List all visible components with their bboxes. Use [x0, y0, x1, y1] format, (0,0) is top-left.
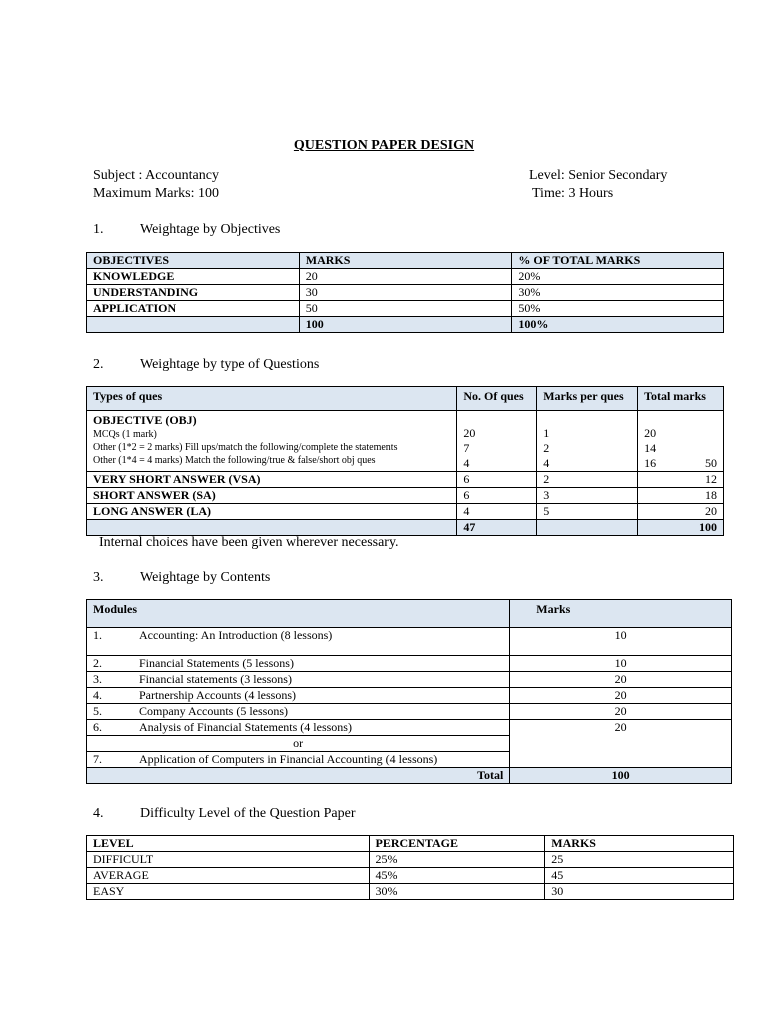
module-cell — [87, 672, 510, 688]
module-name: Partnership Accounts (4 lessons) — [139, 688, 296, 702]
module-number: 5. — [93, 704, 102, 718]
table-header-row — [87, 253, 724, 269]
table-row — [87, 720, 732, 736]
table-header-row — [87, 836, 734, 852]
module-name: Analysis of Financial Statements (4 lessons) — [139, 720, 352, 734]
total-blank-cell — [87, 520, 457, 536]
section-number: 2. — [93, 357, 104, 372]
marks-cell: 20 — [299, 269, 512, 285]
module-cell — [87, 628, 510, 656]
module-cell — [87, 752, 510, 768]
total-value-row — [644, 456, 717, 471]
section-number: 3. — [93, 570, 104, 585]
table-header-row — [87, 387, 724, 411]
header-cell: No. Of ques — [457, 387, 537, 411]
num-cell: 6 — [457, 488, 537, 504]
module-name: Accounting: An Introduction (8 lessons) — [139, 628, 333, 642]
num-value: 7 — [463, 441, 470, 455]
module-cell — [87, 688, 510, 704]
module-marks: 10 — [510, 628, 732, 656]
module-marks: 20 — [510, 720, 732, 768]
table-row — [87, 472, 724, 488]
module-name: Company Accounts (5 lessons) — [139, 704, 288, 718]
percent-cell: 30% — [512, 285, 724, 301]
total-marks-cell: 100 — [638, 520, 724, 536]
total-row — [87, 520, 724, 536]
module-number: 6. — [93, 720, 102, 734]
module-marks: 20 — [510, 672, 732, 688]
marks-per-value: 1 — [543, 426, 550, 440]
table-row — [87, 688, 732, 704]
objective-row — [87, 411, 724, 472]
module-number: 1. — [93, 628, 102, 642]
or-label: or — [87, 736, 510, 752]
subject-label: Subject : Accountancy — [93, 168, 219, 183]
objective-label: OBJECTIVE (OBJ) — [93, 413, 197, 427]
module-cell — [87, 656, 510, 672]
level-label: Level: Senior Secondary — [529, 168, 668, 183]
module-name: Financial statements (3 lessons) — [139, 672, 292, 686]
internal-choice-note: Internal choices have been given wherever necessary. — [99, 535, 399, 550]
header-cell: MARKS — [299, 253, 512, 269]
header-cell: Types of ques — [87, 387, 457, 411]
table-row — [87, 672, 732, 688]
type-cell: SHORT ANSWER (SA) — [87, 488, 457, 504]
total-cell: 18 — [638, 488, 724, 504]
objective-line: MCQs (1 mark) — [93, 429, 157, 440]
module-marks: 20 — [510, 704, 732, 720]
max-marks-label: Maximum Marks: 100 — [93, 186, 219, 201]
objective-cell: APPLICATION — [87, 301, 300, 317]
objective-line: Other (1*2 = 2 marks) Fill ups/match the following/complete the statements — [93, 442, 398, 453]
table-row — [87, 488, 724, 504]
table-header-row — [87, 600, 732, 628]
type-cell: VERY SHORT ANSWER (VSA) — [87, 472, 457, 488]
percent-cell: 20% — [512, 269, 724, 285]
section-number: 1. — [93, 222, 104, 237]
section-number: 4. — [93, 806, 104, 821]
section-title: Weightage by Contents — [140, 570, 271, 585]
objective-total-cell — [638, 411, 724, 472]
total-cell: 12 — [638, 472, 724, 488]
num-cell: 6 — [457, 472, 537, 488]
module-cell — [87, 720, 510, 736]
table-row — [87, 301, 724, 317]
table-row — [87, 504, 724, 520]
table-row — [87, 285, 724, 301]
total-row — [87, 317, 724, 333]
module-marks: 20 — [510, 688, 732, 704]
total-percent-cell: 100% — [512, 317, 724, 333]
marks-per-value: 4 — [543, 456, 550, 470]
section-title: Difficulty Level of the Question Paper — [140, 806, 356, 821]
objective-cell: KNOWLEDGE — [87, 269, 300, 285]
module-cell — [87, 704, 510, 720]
marks-cell: 45 — [545, 868, 734, 884]
total-value: 20 — [644, 426, 657, 440]
section-heading-4 — [93, 806, 356, 822]
level-cell: AVERAGE — [87, 868, 370, 884]
objective-num-cell — [457, 411, 537, 472]
total-marks-cell: 100 — [510, 768, 732, 784]
percent-cell: 25% — [369, 852, 545, 868]
total-label-cell: Total — [87, 768, 510, 784]
module-name: Application of Computers in Financial Accounting (4 lessons) — [139, 752, 438, 766]
marks-per-cell: 2 — [537, 472, 638, 488]
header-cell: Marks per ques — [537, 387, 638, 411]
module-number: 2. — [93, 656, 102, 670]
percent-cell: 50% — [512, 301, 724, 317]
percent-cell: 45% — [369, 868, 545, 884]
objective-cell: UNDERSTANDING — [87, 285, 300, 301]
section-title: Weightage by type of Questions — [140, 357, 320, 372]
level-cell: EASY — [87, 884, 370, 900]
num-cell: 4 — [457, 504, 537, 520]
module-name: Financial Statements (5 lessons) — [139, 656, 294, 670]
total-marks-cell: 100 — [299, 317, 512, 333]
section-heading-3 — [93, 570, 270, 586]
percent-cell: 30% — [369, 884, 545, 900]
total-value: 16 — [644, 456, 657, 470]
objective-type-cell — [87, 411, 457, 472]
section-heading-2 — [93, 357, 319, 373]
total-value: 14 — [644, 441, 657, 455]
marks-cell: 30 — [545, 884, 734, 900]
objective-line: Other (1*4 = 4 marks) Match the following/true & false/short obj ques — [93, 455, 376, 466]
num-value: 4 — [463, 456, 470, 470]
total-row — [87, 768, 732, 784]
table-row — [87, 628, 732, 656]
header-cell: MARKS — [545, 836, 734, 852]
section-title: Weightage by Objectives — [140, 222, 281, 237]
module-number: 4. — [93, 688, 102, 702]
total-blank-cell — [537, 520, 638, 536]
question-types-table — [86, 386, 724, 536]
header-cell: Total marks — [638, 387, 724, 411]
contents-table — [86, 599, 732, 784]
level-cell: DIFFICULT — [87, 852, 370, 868]
objective-marks-per-cell — [537, 411, 638, 472]
type-cell: LONG ANSWER (LA) — [87, 504, 457, 520]
table-row — [87, 704, 732, 720]
header-cell: % OF TOTAL MARKS — [512, 253, 724, 269]
header-cell: Modules — [87, 600, 510, 628]
marks-cell: 50 — [299, 301, 512, 317]
header-cell: PERCENTAGE — [369, 836, 545, 852]
header-cell: Marks — [510, 600, 732, 628]
marks-per-value: 2 — [543, 441, 550, 455]
total-label-cell — [87, 317, 300, 333]
module-number: 3. — [93, 672, 102, 686]
objectives-table — [86, 252, 724, 333]
header-cell: LEVEL — [87, 836, 370, 852]
marks-cell: 30 — [299, 285, 512, 301]
table-row — [87, 269, 724, 285]
table-row — [87, 852, 734, 868]
difficulty-table — [86, 835, 734, 900]
table-row — [87, 884, 734, 900]
page-title: QUESTION PAPER DESIGN — [293, 138, 475, 153]
header-cell: OBJECTIVES — [87, 253, 300, 269]
table-row — [87, 868, 734, 884]
num-value: 20 — [463, 426, 476, 440]
marks-per-cell: 5 — [537, 504, 638, 520]
module-number: 7. — [93, 752, 102, 766]
time-label: Time: 3 Hours — [532, 186, 614, 201]
total-cell: 20 — [638, 504, 724, 520]
module-marks: 10 — [510, 656, 732, 672]
total-count-cell: 47 — [457, 520, 537, 536]
table-row — [87, 656, 732, 672]
objective-subtotal: 50 — [705, 456, 717, 470]
marks-cell: 25 — [545, 852, 734, 868]
marks-per-cell: 3 — [537, 488, 638, 504]
section-heading-1 — [93, 222, 280, 238]
